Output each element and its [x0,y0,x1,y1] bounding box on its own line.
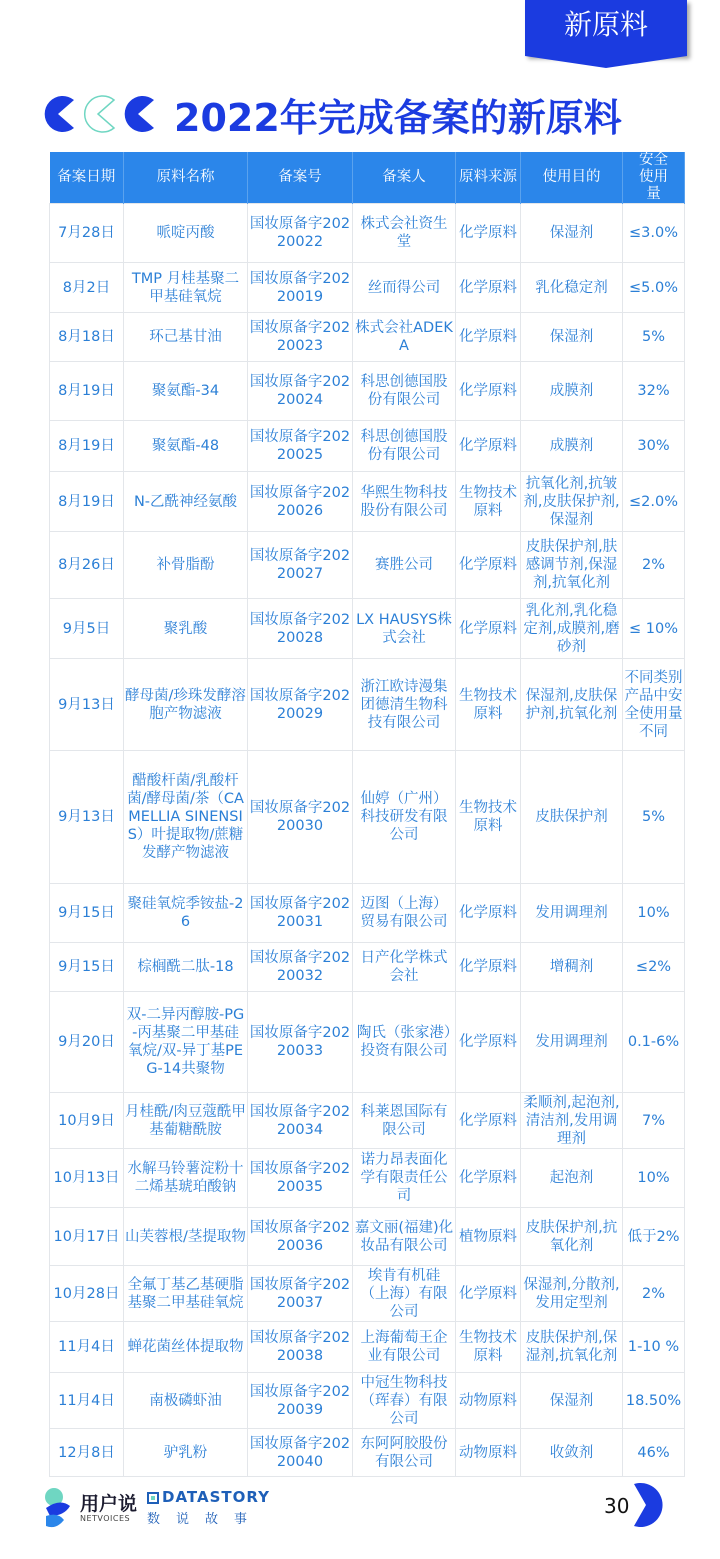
cell-filer: 科思创德国股份有限公司 [353,421,456,472]
cell-purpose: 皮肤保护剂,抗氧化剂 [521,1208,623,1266]
table-row [50,1149,685,1208]
cell-no: 国妆原备字20220023 [248,313,353,362]
cell-purpose: 保湿剂 [521,1373,623,1429]
cell-limit: ≤3.0% [623,204,685,263]
cell-name: 哌啶丙酸 [124,204,248,263]
cell-limit: 46% [623,1429,685,1477]
cell-filer: 嘉文丽(福建)化妆品有限公司 [353,1208,456,1266]
table-row [50,1093,685,1149]
cell-name: 醋酸杆菌/乳酸杆菌/酵母菌/茶（CAMELLIA SINENSIS）叶提取物/蔗糖发酵产物滤液 [124,751,248,884]
cell-source: 化学原料 [456,943,521,992]
cell-limit: 2% [623,532,685,599]
cell-filer: 上海葡萄王企业有限公司 [353,1322,456,1373]
cell-source: 化学原料 [456,313,521,362]
datastory-en: DATASTORY [162,1488,270,1506]
datastory-cn: 数说故事 [147,1512,264,1527]
table-row [50,992,685,1093]
title-row [40,86,622,142]
netvoices-cn: 用户说 [80,1492,138,1515]
section-tag [525,0,687,56]
table-header-row [50,152,685,204]
cell-source: 化学原料 [456,1266,521,1322]
cell-filer: 仙婷（广州）科技研发有限公司 [353,751,456,884]
cell-no: 国妆原备字20220040 [248,1429,353,1477]
cell-purpose: 乳化剂,乳化稳定剂,成膜剂,磨砂剂 [521,599,623,659]
cell-name: 蝉花菌丝体提取物 [124,1322,248,1373]
cell-no: 国妆原备字20220034 [248,1093,353,1149]
table-row [50,263,685,313]
cell-date: 8月26日 [50,532,124,599]
cell-name: 双-二异丙醇胺-PG-丙基聚二甲基硅氧烷/双-异丁基PEG-14共聚物 [124,992,248,1093]
table-row [50,599,685,659]
cell-date: 8月19日 [50,421,124,472]
cell-no: 国妆原备字20220029 [248,659,353,751]
cell-purpose: 保湿剂 [521,204,623,263]
header-filer: 备案人 [353,152,456,204]
cell-purpose: 发用调理剂 [521,884,623,943]
header-name: 原料名称 [124,152,248,204]
netvoices-logo-icon [42,1486,76,1530]
cell-source: 植物原料 [456,1208,521,1266]
cell-source: 化学原料 [456,362,521,421]
cell-source: 化学原料 [456,992,521,1093]
cell-limit: 10% [623,1149,685,1208]
cell-limit: 1-10 % [623,1322,685,1373]
header-date: 备案日期 [50,152,124,204]
cell-purpose: 皮肤保护剂 [521,751,623,884]
cell-date: 9月20日 [50,992,124,1093]
cell-filer: 浙江欧诗漫集团德清生物科技有限公司 [353,659,456,751]
cell-limit: ≤5.0% [623,263,685,313]
cell-filer: 株式会社资生堂 [353,204,456,263]
cell-name: 聚乳酸 [124,599,248,659]
cell-source: 化学原料 [456,421,521,472]
cell-limit: 30% [623,421,685,472]
cell-limit: ≤2% [623,943,685,992]
cell-source: 生物技术原料 [456,1322,521,1373]
table-row [50,421,685,472]
cell-date: 10月9日 [50,1093,124,1149]
cell-name: 补骨脂酚 [124,532,248,599]
table-row [50,884,685,943]
cell-no: 国妆原备字20220039 [248,1373,353,1429]
cell-source: 生物技术原料 [456,472,521,532]
page-title: 2022年完成备案的新原料 [174,95,622,140]
cell-date: 11月4日 [50,1322,124,1373]
cell-limit: 2% [623,1266,685,1322]
cell-limit: 不同类别产品中安全使用量不同 [623,659,685,751]
cell-purpose: 成膜剂 [521,362,623,421]
cell-no: 国妆原备字20220026 [248,472,353,532]
pacman-outline-icon [80,94,120,134]
page-number: 30 [604,1494,630,1518]
cell-source: 动物原料 [456,1429,521,1477]
cell-name: TMP 月桂基聚二甲基硅氧烷 [124,263,248,313]
cell-date: 10月17日 [50,1208,124,1266]
cell-filer: 迈图（上海）贸易有限公司 [353,884,456,943]
cell-no: 国妆原备字20220019 [248,263,353,313]
table-row [50,1266,685,1322]
cell-source: 化学原料 [456,1149,521,1208]
netvoices-en: NETVOICES [80,1513,131,1523]
cell-name: 水解马铃薯淀粉十二烯基琥珀酸钠 [124,1149,248,1208]
cell-name: N-乙酰神经氨酸 [124,472,248,532]
cell-name: 聚氨酯-34 [124,362,248,421]
cell-purpose: 保湿剂,皮肤保护剂,抗氧化剂 [521,659,623,751]
cell-no: 国妆原备字20220032 [248,943,353,992]
cell-date: 10月28日 [50,1266,124,1322]
cell-source: 化学原料 [456,1093,521,1149]
table-row [50,943,685,992]
cell-date: 11月4日 [50,1373,124,1429]
header-source: 原料来源 [456,152,521,204]
cell-no: 国妆原备字20220038 [248,1322,353,1373]
table-row [50,532,685,599]
cell-limit: 5% [623,313,685,362]
cell-source: 化学原料 [456,204,521,263]
cell-no: 国妆原备字20220035 [248,1149,353,1208]
cell-name: 环己基甘油 [124,313,248,362]
cell-date: 7月28日 [50,204,124,263]
cell-date: 8月19日 [50,362,124,421]
cell-purpose: 保湿剂,分散剂,发用定型剂 [521,1266,623,1322]
cell-filer: 中冠生物科技（珲春）有限公司 [353,1373,456,1429]
cell-date: 9月13日 [50,659,124,751]
table-row [50,659,685,751]
cell-purpose: 皮肤保护剂,保湿剂,抗氧化剂 [521,1322,623,1373]
cell-no: 国妆原备字20220028 [248,599,353,659]
cell-filer: LX HAUSYS株式会社 [353,599,456,659]
section-tag-label: 新原料 [563,8,648,41]
cell-date: 8月19日 [50,472,124,532]
cell-no: 国妆原备字20220030 [248,751,353,884]
cell-limit: ≤ 10% [623,599,685,659]
cell-name: 聚氨酯-48 [124,421,248,472]
cell-no: 国妆原备字20220036 [248,1208,353,1266]
cell-source: 化学原料 [456,263,521,313]
cell-filer: 诺力昂表面化学有限责任公司 [353,1149,456,1208]
cell-date: 9月5日 [50,599,124,659]
cell-filer: 埃肯有机硅（上海）有限公司 [353,1266,456,1322]
pacman-icon [120,94,160,134]
cell-date: 8月18日 [50,313,124,362]
cell-name: 月桂酰/肉豆蔻酰甲基葡糖酰胺 [124,1093,248,1149]
cell-purpose: 柔顺剂,起泡剂,清洁剂,发用调理剂 [521,1093,623,1149]
footer-logos [42,1486,270,1530]
cell-limit: 10% [623,884,685,943]
cell-date: 9月13日 [50,751,124,884]
table-row [50,362,685,421]
table-row [50,1322,685,1373]
cell-filer: 科思创德国股份有限公司 [353,362,456,421]
cell-date: 8月2日 [50,263,124,313]
cell-purpose: 增稠剂 [521,943,623,992]
cell-name: 全氟丁基乙基硬脂基聚二甲基硅氧烷 [124,1266,248,1322]
cell-no: 国妆原备字20220037 [248,1266,353,1322]
cell-purpose: 收敛剂 [521,1429,623,1477]
cell-limit: 0.1-6% [623,992,685,1093]
cell-source: 化学原料 [456,599,521,659]
cell-filer: 日产化学株式会社 [353,943,456,992]
cell-filer: 陶氏（张家港）投资有限公司 [353,992,456,1093]
cell-source: 生物技术原料 [456,659,521,751]
table-row [50,313,685,362]
cell-limit: 32% [623,362,685,421]
table-row [50,1373,685,1429]
cell-limit: ≤2.0% [623,472,685,532]
cell-name: 山芙蓉根/茎提取物 [124,1208,248,1266]
cell-limit: 18.50% [623,1373,685,1429]
cell-filer: 华熙生物科技股份有限公司 [353,472,456,532]
cell-name: 聚硅氧烷季铵盐-26 [124,884,248,943]
page-pacman-icon [626,1480,670,1530]
pacman-icon [40,94,80,134]
cell-no: 国妆原备字20220022 [248,204,353,263]
cell-filer: 科莱恩国际有限公司 [353,1093,456,1149]
cell-source: 动物原料 [456,1373,521,1429]
cell-purpose: 起泡剂 [521,1149,623,1208]
section-tag-point [525,56,687,68]
cell-filer: 赛胜公司 [353,532,456,599]
cell-filer: 东阿阿胶股份有限公司 [353,1429,456,1477]
cell-no: 国妆原备字20220025 [248,421,353,472]
cell-purpose: 保湿剂 [521,313,623,362]
cell-date: 12月8日 [50,1429,124,1477]
cell-date: 10月13日 [50,1149,124,1208]
cell-purpose: 发用调理剂 [521,992,623,1093]
cell-limit: 5% [623,751,685,884]
cell-date: 9月15日 [50,884,124,943]
table-row [50,751,685,884]
cell-date: 9月15日 [50,943,124,992]
cell-source: 化学原料 [456,884,521,943]
cell-purpose: 乳化稳定剂 [521,263,623,313]
cell-limit: 低于2% [623,1208,685,1266]
cell-name: 南极磷虾油 [124,1373,248,1429]
header-number: 备案号 [248,152,353,204]
cell-no: 国妆原备字20220027 [248,532,353,599]
cell-source: 化学原料 [456,532,521,599]
cell-purpose: 皮肤保护剂,肤感调节剂,保湿剂,抗氧化剂 [521,532,623,599]
table-row [50,472,685,532]
cell-purpose: 成膜剂 [521,421,623,472]
cell-name: 驴乳粉 [124,1429,248,1477]
table-row [50,204,685,263]
cell-no: 国妆原备字20220033 [248,992,353,1093]
datastory-logo-icon [147,1492,159,1504]
header-limit: 安全使用量 [623,152,685,204]
table-row [50,1208,685,1266]
header-purpose: 使用目的 [521,152,623,204]
new-materials-table [49,152,685,1477]
cell-purpose: 抗氧化剂,抗皱剂,皮肤保护剂,保湿剂 [521,472,623,532]
cell-no: 国妆原备字20220031 [248,884,353,943]
cell-filer: 株式会社ADEKA [353,313,456,362]
cell-filer: 丝而得公司 [353,263,456,313]
cell-no: 国妆原备字20220024 [248,362,353,421]
cell-name: 棕榈酰二肽-18 [124,943,248,992]
cell-source: 生物技术原料 [456,751,521,884]
cell-limit: 7% [623,1093,685,1149]
cell-name: 酵母菌/珍珠发酵溶胞产物滤液 [124,659,248,751]
table-row [50,1429,685,1477]
